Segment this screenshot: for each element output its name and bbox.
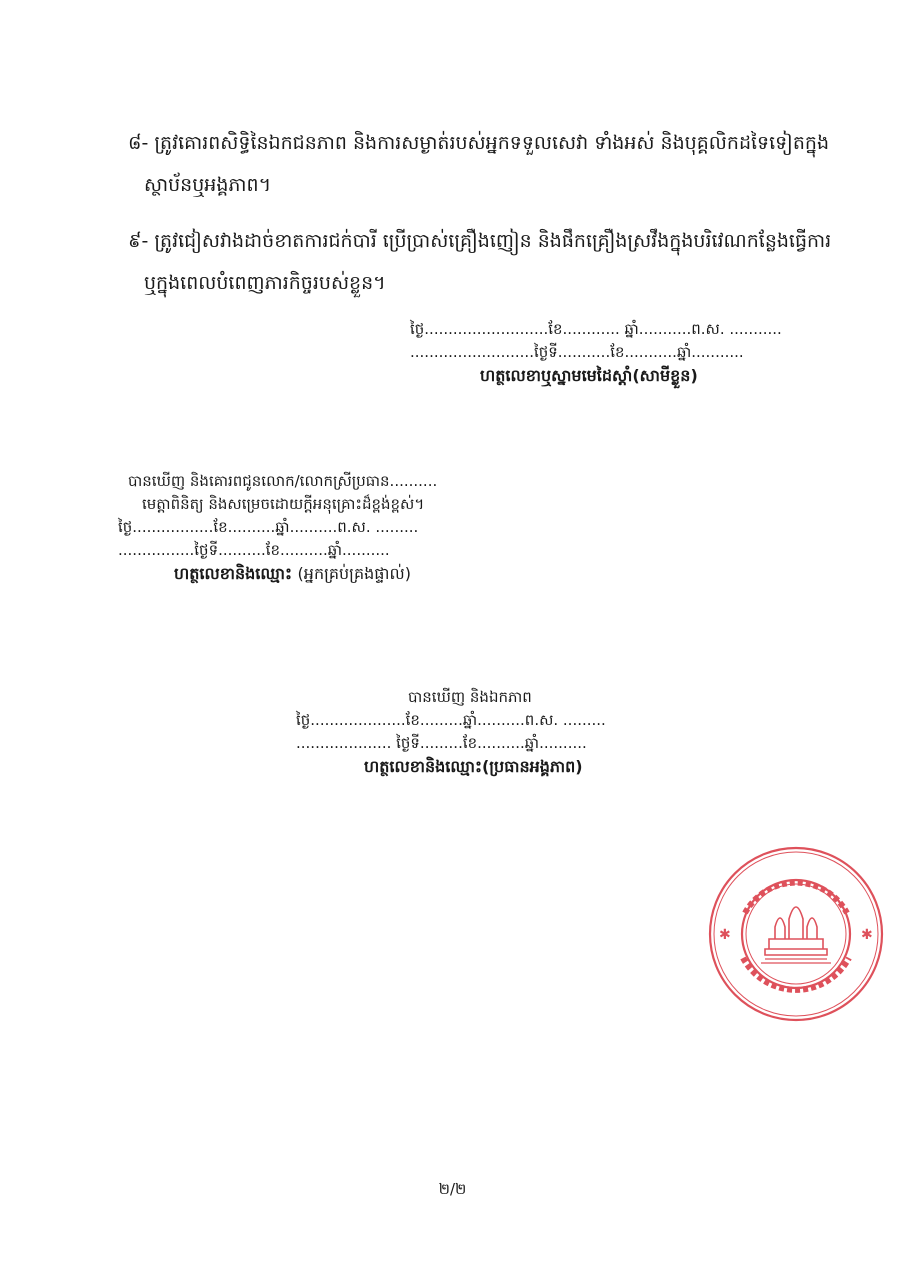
manager-date-line-2: ................ថ្ងៃទី..........ខែ..........ឆ្នាំ.......... [118, 541, 390, 559]
clause-8 [128, 122, 828, 206]
manager-date-line-1: ថ្ងៃ.................ខែ..........ឆ្នាំ..........ព.ស. ......... [118, 518, 419, 536]
unit-line-1: បានឃើញ និងឯកភាព [408, 688, 532, 706]
owner-date-line-2: ..........................ថ្ងៃទី...........ខែ...........ឆ្នាំ........... [410, 343, 744, 361]
owner-date-line-1: ថ្ងៃ..........................ខែ............ ឆ្នាំ...........ព.ស. ........... [410, 320, 782, 338]
unit-approval-block [296, 686, 606, 778]
owner-signature-label: ហត្ថលេខាឬស្នាមមេដៃស្តាំ(សាមីខ្លួន) [480, 366, 698, 385]
seal-right-star: ✱ [861, 927, 873, 943]
seal-top-lettering [745, 883, 847, 913]
manager-approval-block [118, 470, 437, 585]
manager-signature-text: ហត្ថលេខានិងឈ្មោះ [174, 564, 292, 583]
page-number: ២/២ [438, 1180, 467, 1198]
seal-temple-drawing [761, 907, 831, 963]
seal-outer-ring [710, 848, 882, 1020]
manager-line-1: បានឃើញ និងគោរពជូនលោក/លោកស្រីប្រធាន.......... [128, 472, 438, 490]
unit-date-line-1: ថ្ងៃ....................ខែ.........ឆ្នាំ..........ព.ស. ......... [296, 711, 606, 729]
unit-date-line-2: .................... ថ្ងៃទី.........ខែ..........ឆ្នាំ.......... [296, 734, 587, 752]
clause-9-line-2: ឬក្នុងពេលបំពេញភារកិច្ចរបស់ខ្លួន។ [144, 272, 386, 294]
clause-8-line-1: ៨- ត្រូវគោរពសិទ្ធិនៃឯកជនភាព និងការសម្ងាត់របស់អ្នកទទួលសេវា ទាំងអស់ និងបុគ្គលិកដទៃទៀតក្នុង [128, 132, 830, 154]
unit-signature-label: ហត្ថលេខានិងឈ្មោះ(ប្រធានអង្គភាព) [364, 757, 583, 776]
owner-signature-block [410, 318, 782, 387]
seal-inner-ring-inner [746, 884, 846, 984]
seal-graphic [705, 843, 887, 1025]
seal-inner-ring [742, 880, 850, 988]
clause-9 [128, 220, 832, 304]
seal-left-star: ✱ [719, 927, 731, 943]
manager-line-2: មេត្តាពិនិត្យ និងសម្រេចដោយក្តីអនុគ្រោះដ៏ខ្ពង់ខ្ពស់។ [142, 495, 425, 513]
angkor-temple-seal-icon [705, 843, 887, 1025]
manager-signature-role: (អ្នកគ្រប់គ្រងផ្ទាល់) [297, 564, 411, 583]
manager-signature-label [118, 562, 437, 585]
clause-8-line-2: ស្ថាប័នឬអង្គភាព។ [144, 174, 272, 196]
clause-9-line-1: ៩- ត្រូវជៀសវាងដាច់ខាតការជក់បារី ប្រើប្រាស់គ្រឿងញៀន និងផឹកគ្រឿងស្រវឹងក្នុងបរិវេណកន្លែងធ្វើការ [128, 230, 832, 252]
